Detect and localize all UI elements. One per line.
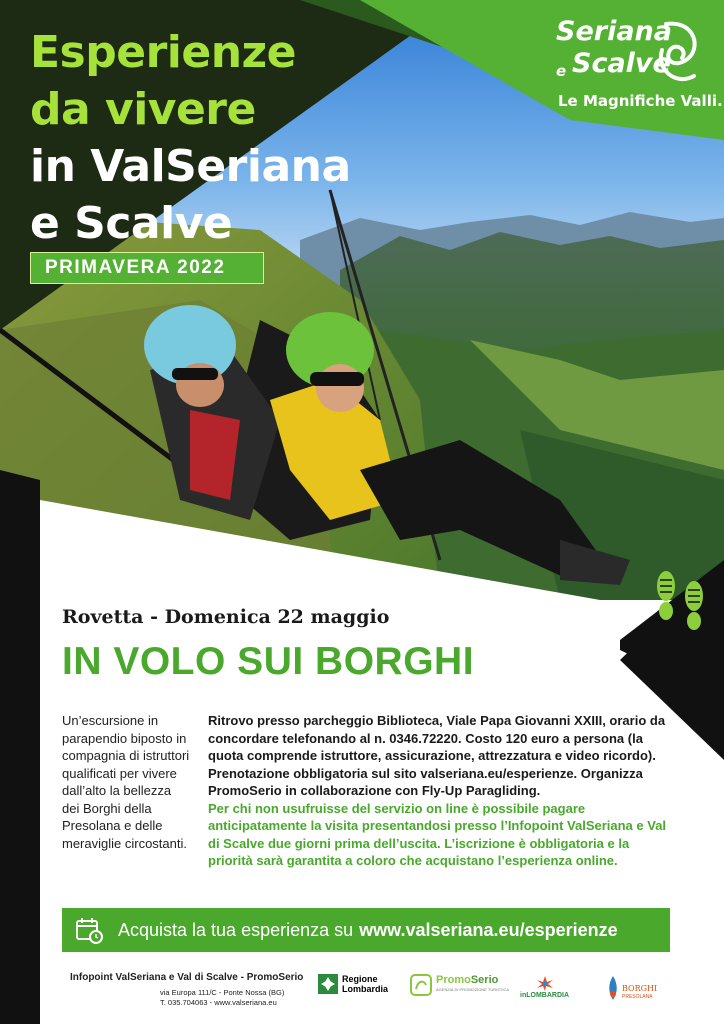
regione-text-1: Regione (342, 974, 378, 984)
inlombardia-logo (520, 974, 569, 999)
cta-bar[interactable] (62, 908, 670, 952)
promoserio-sub: AGENZIA DI PROMOZIONE TURISTICA (436, 987, 510, 992)
inlombardia-text: inLOMBARDIA (520, 992, 569, 999)
event-title: IN VOLO SUI BORGHI (62, 640, 475, 683)
regione-text-2: Lombardia (342, 984, 389, 994)
promoserio-text-a: Promo (436, 974, 471, 986)
promoserio-text-b: Serio (470, 974, 499, 986)
poster-title (30, 24, 351, 252)
event-details-text: Ritrovo presso parcheggio Biblioteca, Viale Papa Giovanni XXIII, orario da concordare telefonando al n. 0346.72220. Costo 120 euro a persona (la quota comprende istruttore, assicurazione, attrezzatura e video ricordo). Prenotazione obbligatoria sul sito valseriana.eu/esperienze. Organizza PromoSerio in collaborazione con Fly-Up Paragliding. (208, 713, 666, 798)
regione-lombardia-icon (318, 974, 338, 994)
regione-lombardia-logo (318, 974, 388, 994)
event-intro: Un’escursione in parapendio biposto in compagnia di istruttori qualificati per vivere dall’alto la bellezza dei Borghi della Presolana e delle meraviglie circostanti. (62, 713, 190, 851)
borghi-presolana-icon (606, 974, 620, 1002)
brand-logo (528, 12, 723, 122)
season-badge: PRIMAVERA 2022 (30, 252, 264, 284)
brand-tagline: Le Magnifiche Valli. (558, 92, 723, 110)
footer-address: via Europa 111/C - Ponte Nossa (BG) (160, 988, 285, 997)
footer-infopoint (70, 972, 304, 1007)
event-details (208, 712, 668, 870)
footer-infopoint-name: Infopoint ValSeriana e Val di Scalve - PromoSerio (70, 972, 304, 983)
event-note: Per chi non usufruisse del servizio on line è possibile pagare anticipatamente la visita presentandosi presso l’Infopoint ValSeriana e Val di Scalve due giorni prima dell’uscita. L’iscrizione è obbligatoria e la priorità sarà garantita a coloro che acquistano l’esperienza online. (208, 800, 667, 868)
title-line-1: Esperienze (30, 27, 296, 78)
borghi-text-2: PRESOLANA (622, 994, 653, 1000)
brand-line-1: Seriana (556, 16, 672, 47)
promoserio-icon (410, 974, 432, 996)
title-line-3: in ValSeriana (30, 141, 351, 192)
brand-line-2-small: e (556, 62, 567, 80)
inlombardia-icon (533, 974, 557, 992)
borghi-text-1: BORGHI (622, 984, 658, 993)
brand-line-2: Scalve (572, 48, 671, 79)
borghi-presolana-logo (606, 974, 657, 1002)
promoserio-logo (410, 974, 509, 996)
cta-url-link[interactable]: www.valseriana.eu/esperienze (359, 919, 618, 940)
title-line-2: da vivere (30, 84, 256, 135)
event-date: Rovetta - Domenica 22 maggio (62, 606, 390, 628)
calendar-icon (74, 915, 104, 945)
footprints-icon (646, 566, 716, 636)
cta-text: Acquista la tua esperienza su (118, 919, 354, 940)
title-line-4: e Scalve (30, 198, 233, 249)
brand-swirl-icon (656, 20, 702, 86)
footer-contacts: T. 035.704063 - www.valseriana.eu (160, 998, 277, 1007)
